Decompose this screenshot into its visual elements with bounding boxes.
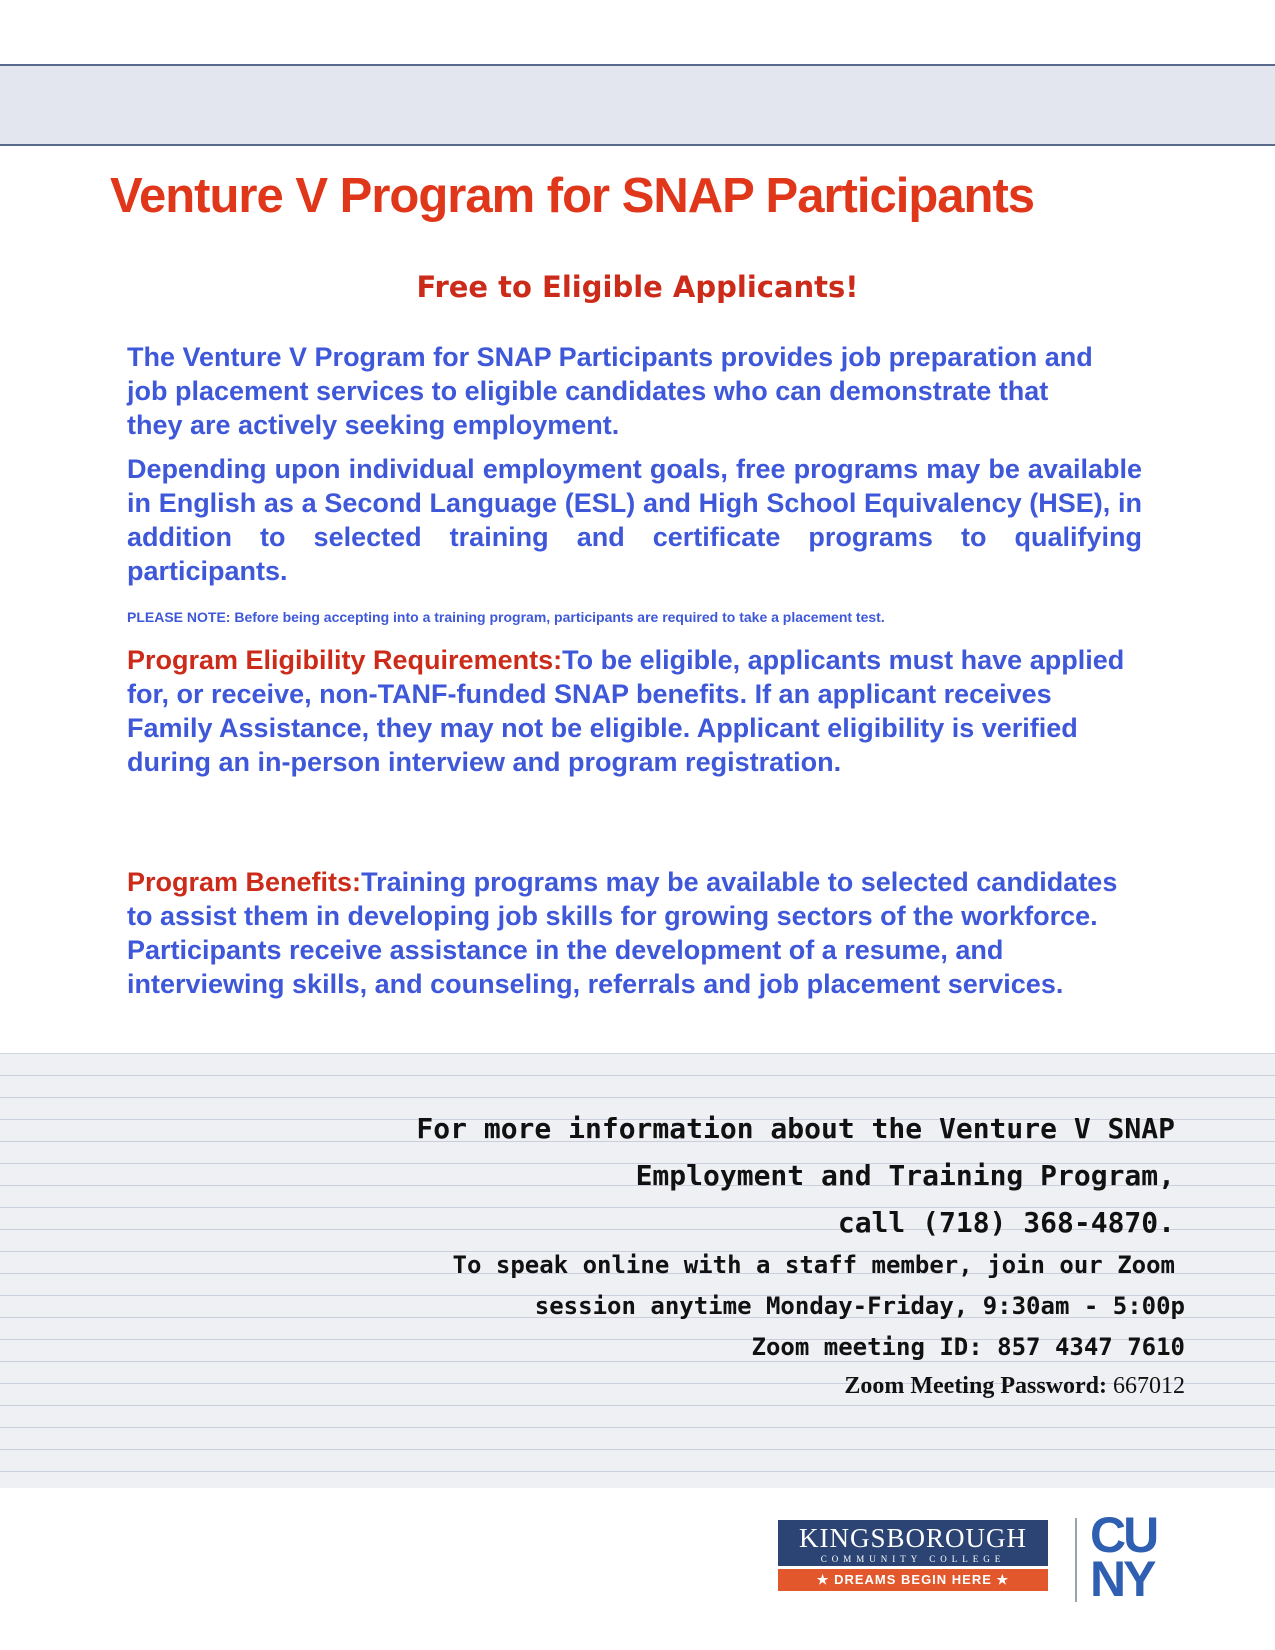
kingsborough-subtitle: COMMUNITY COLLEGE xyxy=(820,1554,1006,1564)
page-title: Venture V Program for SNAP Participants xyxy=(110,169,1035,223)
kingsborough-logo xyxy=(778,1520,1048,1602)
zoom-password xyxy=(844,1373,1185,1400)
kingsborough-logo-top xyxy=(778,1520,1048,1566)
kingsborough-tagline: ★ DREAMS BEGIN HERE ★ xyxy=(778,1569,1048,1591)
eligibility-label: Program Eligibility Requirements: xyxy=(127,645,563,675)
intro-paragraph: The Venture V Program for SNAP Participants provides job preparation and job placement services to eligible candidates who can demonstrate that they are actively seeking employment. xyxy=(127,342,1093,440)
logo-divider xyxy=(1075,1518,1077,1602)
eligibility-text: To be eligible, applicants must have applied for, or receive, non-TANF-funded SNAP benefits. If an applicant receives Family Assistance, they may not be eligible. Applicant eligibility is verified during an in-person interview and program registration. xyxy=(127,645,1125,777)
contact-line-2: Employment and Training Program, xyxy=(635,1159,1175,1192)
programs-paragraph: Depending upon individual employment goals, free programs may be available in English as a Second Language (ESL) and High School Equivalency (HSE), in addition to selected training and certificate programs to qualifying participants. xyxy=(127,454,1142,586)
benefits-text: Training programs may be available to selected candidates to assist them in developing job skills for growing sectors of the workforce. Participants receive assistance in the development of a resume, and interviewing skills, and counseling, referrals and job placement services. xyxy=(127,867,1118,999)
benefits-section xyxy=(127,865,1142,1001)
kingsborough-name: KINGSBOROUGH xyxy=(798,1523,1027,1553)
benefits-label: Program Benefits: xyxy=(127,867,362,897)
zoom-meeting-id: Zoom meeting ID: 857 4347 7610 xyxy=(751,1333,1185,1361)
contact-line-1: For more information about the Venture V SNAP xyxy=(416,1112,1175,1145)
header-band xyxy=(0,64,1275,146)
subtitle: Free to Eligible Applicants! xyxy=(416,270,859,304)
zoom-password-value: 667012 xyxy=(1113,1373,1185,1399)
placement-note: PLEASE NOTE: Before being accepting into a training program, participants are required to take a placement test. xyxy=(127,609,885,625)
cuny-logo-top: CU xyxy=(1090,1507,1157,1563)
zoom-password-label: Zoom Meeting Password: xyxy=(844,1373,1107,1399)
cuny-logo-bottom: NY xyxy=(1090,1551,1154,1607)
contact-zoom-line-2: session anytime Monday-Friday, 9:30am - 5:00p xyxy=(534,1292,1185,1320)
contact-phone: call (718) 368-4870. xyxy=(837,1206,1175,1239)
cuny-logo xyxy=(1090,1507,1180,1607)
eligibility-section xyxy=(127,643,1142,779)
contact-zoom-line-1: To speak online with a staff member, join our Zoom xyxy=(452,1251,1175,1279)
